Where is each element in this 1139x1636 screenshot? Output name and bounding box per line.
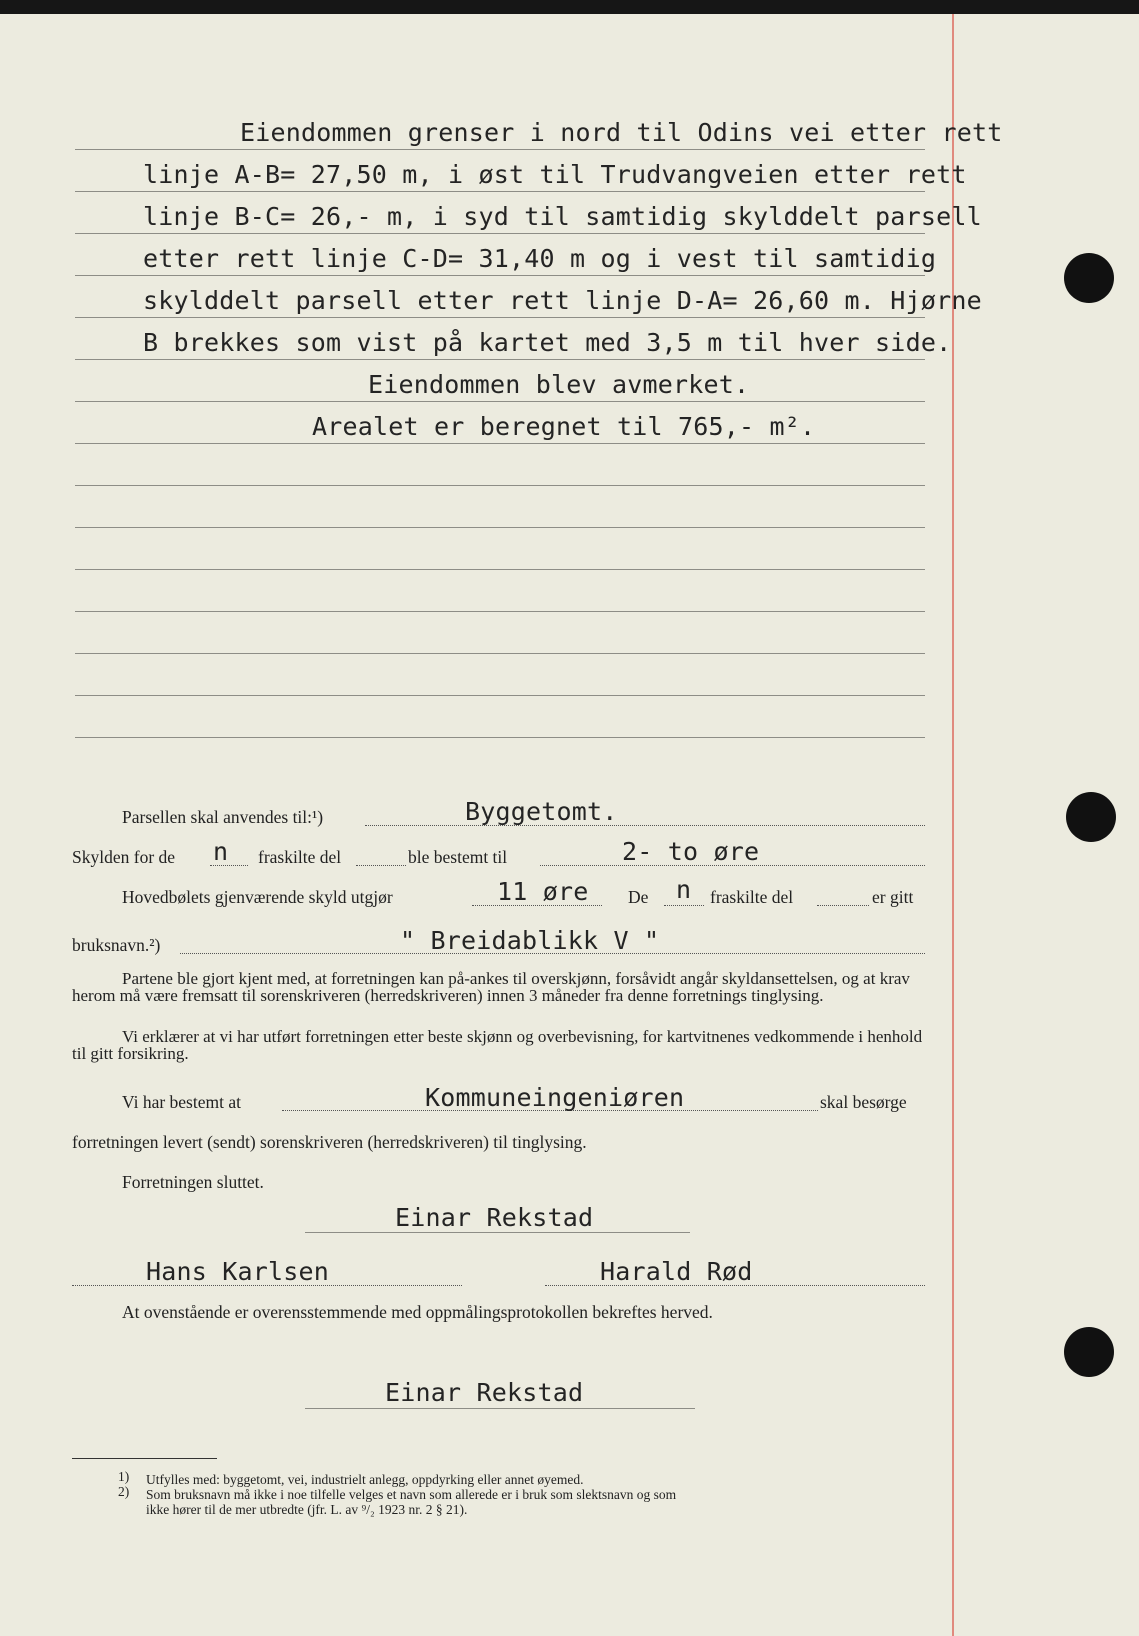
document-page	[0, 14, 1139, 1636]
parsellen-label: Parsellen skal anvendes til:¹)	[122, 807, 324, 827]
ruled-line	[75, 149, 925, 150]
footnote-2-line1: Som bruksnavn må ikke i noe tilfelle velges et navn som allerede er i bruk som slektsnavn og som	[146, 1487, 677, 1502]
bruksnavn-label: bruksnavn.²)	[72, 935, 161, 955]
fill-line	[356, 865, 406, 866]
ruled-line	[75, 527, 925, 528]
signature-4: Einar Rekstad	[385, 1378, 584, 1407]
signature-line	[305, 1232, 690, 1233]
description-line: Arealet er beregnet til 765,- m².	[312, 412, 816, 441]
skylden-label: Skylden for de	[72, 847, 176, 867]
hoved-mark: n	[676, 875, 692, 904]
description-line: Eiendommen grenser i nord til Odins vei etter rett	[240, 118, 1003, 147]
margin-line	[952, 14, 954, 1636]
bestemt-value: Kommuneingeniøren	[425, 1083, 685, 1112]
skylden-value: 2- to øre	[622, 837, 760, 866]
footnote-divider	[72, 1458, 217, 1459]
description-line: linje A-B= 27,50 m, i øst til Trudvangveien etter rett	[143, 160, 967, 189]
sluttet-line: Forretningen sluttet.	[122, 1172, 264, 1192]
scan-top-edge	[0, 0, 1139, 14]
description-line: linje B-C= 26,- m, i syd til samtidig skylddelt parsell	[143, 202, 982, 231]
ruled-line	[75, 695, 925, 696]
footnote-1: Utfylles med: byggetomt, vei, industrielt anlegg, oppdyrking eller annet øyemed.	[146, 1472, 584, 1487]
bestemt-label: Vi har bestemt at	[122, 1092, 241, 1112]
hoved-er-gitt: er gitt	[872, 887, 914, 907]
ruled-line	[75, 233, 925, 234]
skylden-mark: n	[213, 837, 229, 866]
signature-1: Einar Rekstad	[395, 1203, 594, 1232]
bruksnavn-value: " Breidablikk V "	[400, 926, 660, 955]
footnote-2-mark: 2)	[118, 1484, 130, 1499]
punch-hole	[1064, 253, 1114, 303]
footnote-1-mark: 1)	[118, 1469, 130, 1484]
footnote-2-line2: ikke hører til de mer utbredte (jfr. L. av ⁹/₂ 1923 nr. 2 § 21).	[146, 1502, 468, 1517]
ruled-line	[75, 191, 925, 192]
punch-hole	[1066, 792, 1116, 842]
description-line: skylddelt parsell etter rett linje D-A= 26,60 m. Hjørne	[143, 286, 982, 315]
punch-hole	[1064, 1327, 1114, 1377]
hoved-fraskilte: fraskilte del	[710, 887, 794, 907]
signature-line	[72, 1285, 462, 1286]
levert-line: forretningen levert (sendt) sorenskriveren (herredskriveren) til tinglysing.	[72, 1132, 587, 1152]
skylden-fraskilte: fraskilte del	[258, 847, 342, 867]
ruled-line	[75, 653, 925, 654]
ruled-line	[75, 401, 925, 402]
fill-line	[210, 865, 248, 866]
signature-2: Hans Karlsen	[146, 1257, 330, 1286]
hoved-value: 11 øre	[497, 877, 589, 906]
signature-line	[545, 1285, 925, 1286]
ruled-line	[75, 443, 925, 444]
skylden-bestemt: ble bestemt til	[408, 847, 508, 867]
declaration-paragraph: Vi erklærer at vi har utført forretningen etter beste skjønn og overbevisning, for kartvitnenes vedkommende i henhold til gitt forsikring.	[72, 1027, 923, 1063]
notice-paragraph: Partene ble gjort kjent med, at forretningen kan på-ankes til overskjønn, forsåvidt angår skyldansettelsen, og at krav herom må være fremsatt til sorenskriveren (herredskriveren) innen 3 måneder fra denne forretnings tinglysing.	[72, 969, 910, 1005]
hoved-label: Hovedbølets gjenværende skyld utgjør	[122, 887, 393, 907]
signature-3: Harald Rød	[600, 1257, 753, 1286]
confirmation-line: At ovenstående er overensstemmende med oppmålingsprotokollen bekreftes herved.	[122, 1302, 713, 1322]
parsellen-value: Byggetomt.	[465, 797, 618, 826]
ruled-line	[75, 317, 925, 318]
ruled-line	[75, 611, 925, 612]
fill-line	[664, 905, 704, 906]
bestemt-suffix: skal besørge	[820, 1092, 907, 1112]
ruled-line	[75, 485, 925, 486]
description-line: etter rett linje C-D= 31,40 m og i vest til samtidig	[143, 244, 937, 273]
signature-line	[305, 1408, 695, 1409]
hoved-de: De	[628, 887, 649, 907]
description-line: B brekkes som vist på kartet med 3,5 m til hver side.	[143, 328, 952, 357]
fill-line	[817, 905, 869, 906]
ruled-line	[75, 737, 925, 738]
ruled-line	[75, 359, 925, 360]
description-line: Eiendommen blev avmerket.	[368, 370, 750, 399]
ruled-line	[75, 569, 925, 570]
fill-line	[365, 825, 925, 826]
ruled-line	[75, 275, 925, 276]
